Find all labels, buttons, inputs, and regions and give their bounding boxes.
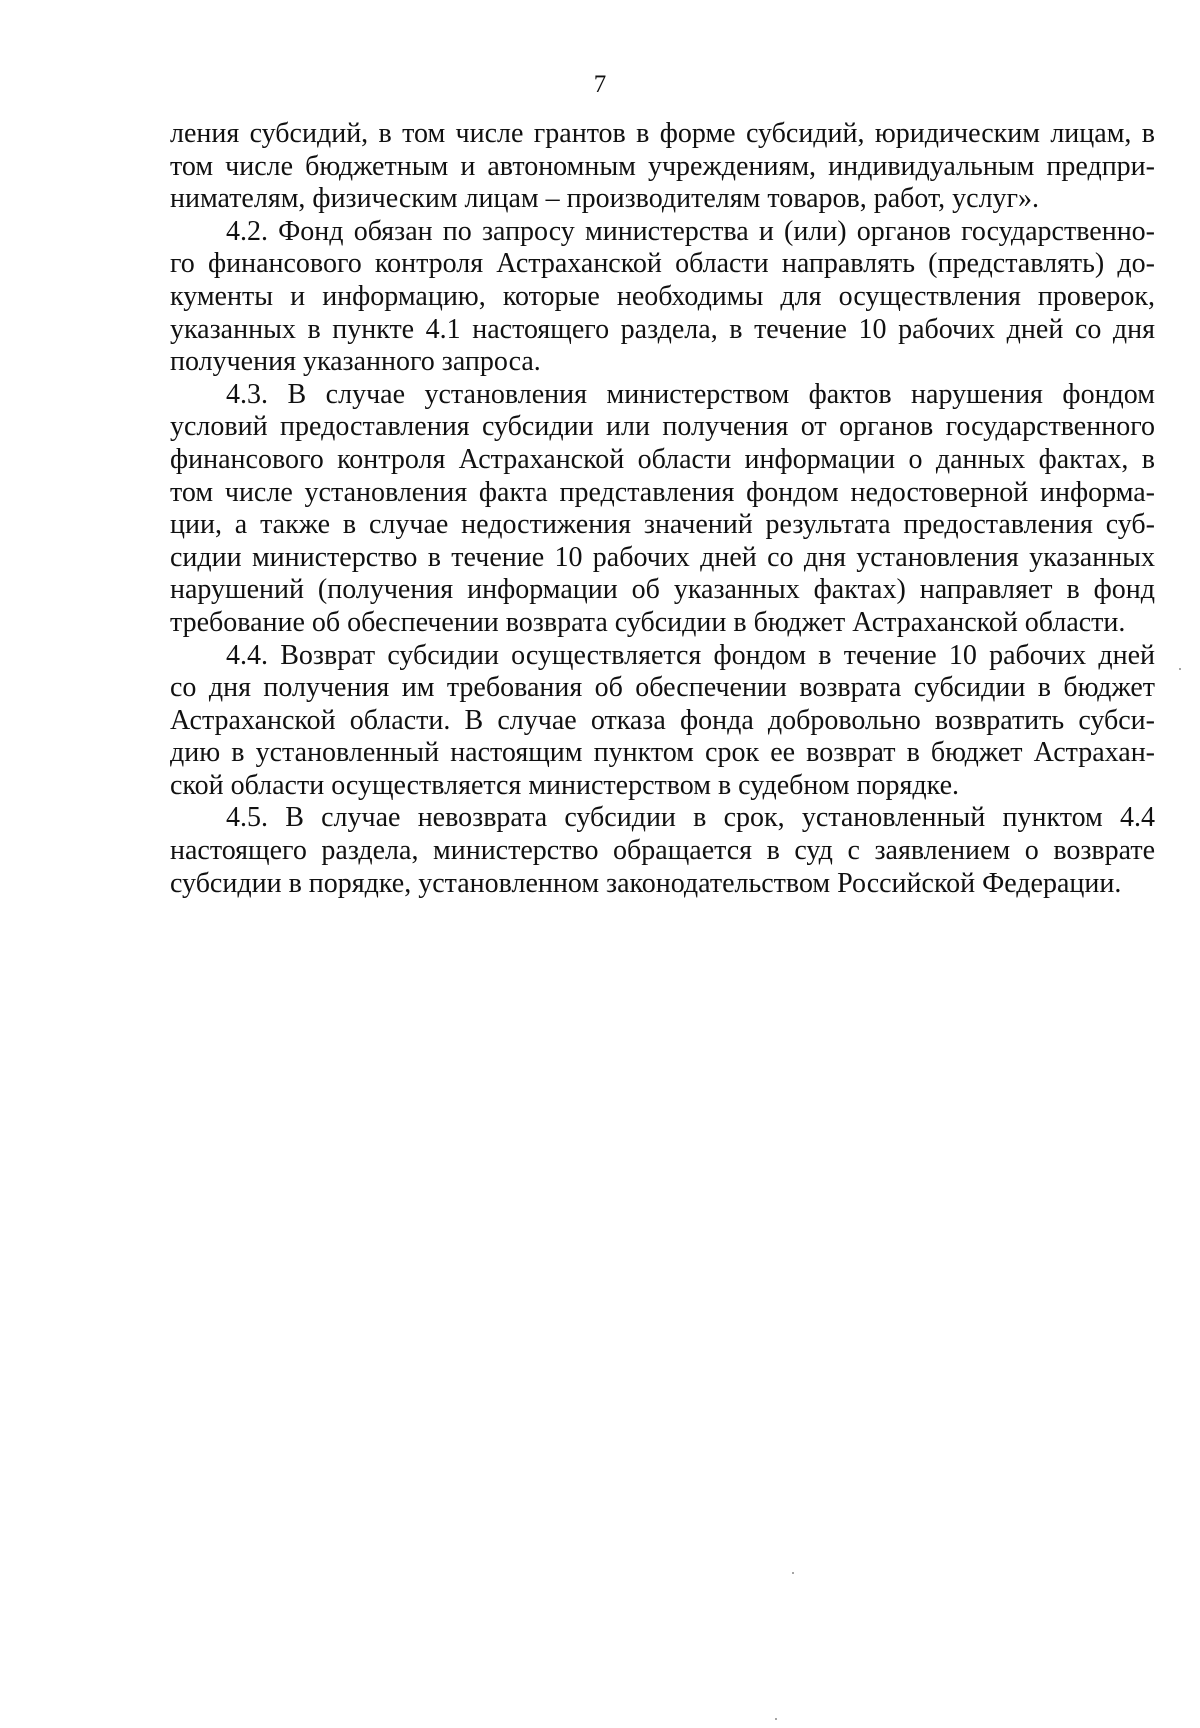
text-line: 4.2. Фонд обязан по запросу министерства и (или) органов государственно- bbox=[226, 215, 1155, 247]
text-line: указанных в пункте 4.1 настоящего раздела, в течение 10 рабочих дней со дня bbox=[170, 313, 1155, 345]
text-line: со дня получения им требования об обеспечении возврата субсидии в бюджет bbox=[170, 672, 1155, 704]
text-line: 4.4. Возврат субсидии осуществляется фондом в течение 10 рабочих дней bbox=[226, 639, 1155, 671]
paragraph-4-4 bbox=[170, 640, 1155, 803]
paragraph-4-5 bbox=[170, 802, 1155, 900]
text-line: ления субсидий, в том числе грантов в форме субсидий, юридическим лицам, в bbox=[170, 118, 1155, 149]
page-number: 7 bbox=[593, 71, 607, 98]
text-line: условий предоставления субсидии или получения от органов государственного bbox=[170, 411, 1155, 443]
text-line: го финансового контроля Астраханской области направлять (представлять) до- bbox=[170, 248, 1155, 280]
paragraph-4-2 bbox=[170, 216, 1155, 379]
text-line: дию в установленный настоящим пунктом срок ее возврат в бюджет Астрахан- bbox=[170, 737, 1155, 769]
text-line: 4.5. В случае невозврата субсидии в срок, установленный пунктом 4.4 bbox=[226, 802, 1155, 834]
text-line: требование об обеспечении возврата субсидии в бюджет Астраханской области. bbox=[170, 606, 1126, 638]
paragraph-4-3 bbox=[170, 379, 1155, 640]
scan-speck bbox=[792, 1572, 794, 1574]
text-line: том числе установления факта представления фондом недостоверной информа- bbox=[170, 476, 1155, 508]
text-line: сидии министерство в течение 10 рабочих дней со дня установления указанных bbox=[170, 541, 1155, 573]
text-line: настоящего раздела, министерство обращается в суд с заявлением о возврате bbox=[170, 835, 1155, 867]
text-line: нарушений (получения информации об указанных фактах) направляет в фонд bbox=[170, 574, 1155, 606]
text-line: нимателям, физическим лицам – производителям товаров, работ, услуг». bbox=[170, 183, 1040, 215]
document-body bbox=[170, 118, 1155, 900]
paragraph-continuation bbox=[170, 118, 1155, 216]
text-line: ской области осуществляется министерством в судебном порядке. bbox=[170, 769, 960, 801]
scan-speck bbox=[775, 1718, 777, 1720]
text-line: Астраханской области. В случае отказа фонда добровольно возвратить субси- bbox=[170, 704, 1155, 736]
scan-speck bbox=[1179, 668, 1181, 670]
text-line: финансового контроля Астраханской области информации о данных фактах, в bbox=[170, 443, 1155, 475]
text-line: 4.3. В случае установления министерством фактов нарушения фондом bbox=[226, 378, 1155, 410]
text-line: том числе бюджетным и автономным учреждениям, индивидуальным предпри- bbox=[170, 150, 1155, 182]
text-line: кументы и информацию, которые необходимы для осуществления проверок, bbox=[170, 280, 1155, 312]
text-line: ции, а также в случае недостижения значений результата предоставления суб- bbox=[170, 509, 1155, 541]
text-line: получения указанного запроса. bbox=[170, 346, 541, 378]
text-line: субсидии в порядке, установленном законодательством Российской Федерации. bbox=[170, 867, 1122, 899]
